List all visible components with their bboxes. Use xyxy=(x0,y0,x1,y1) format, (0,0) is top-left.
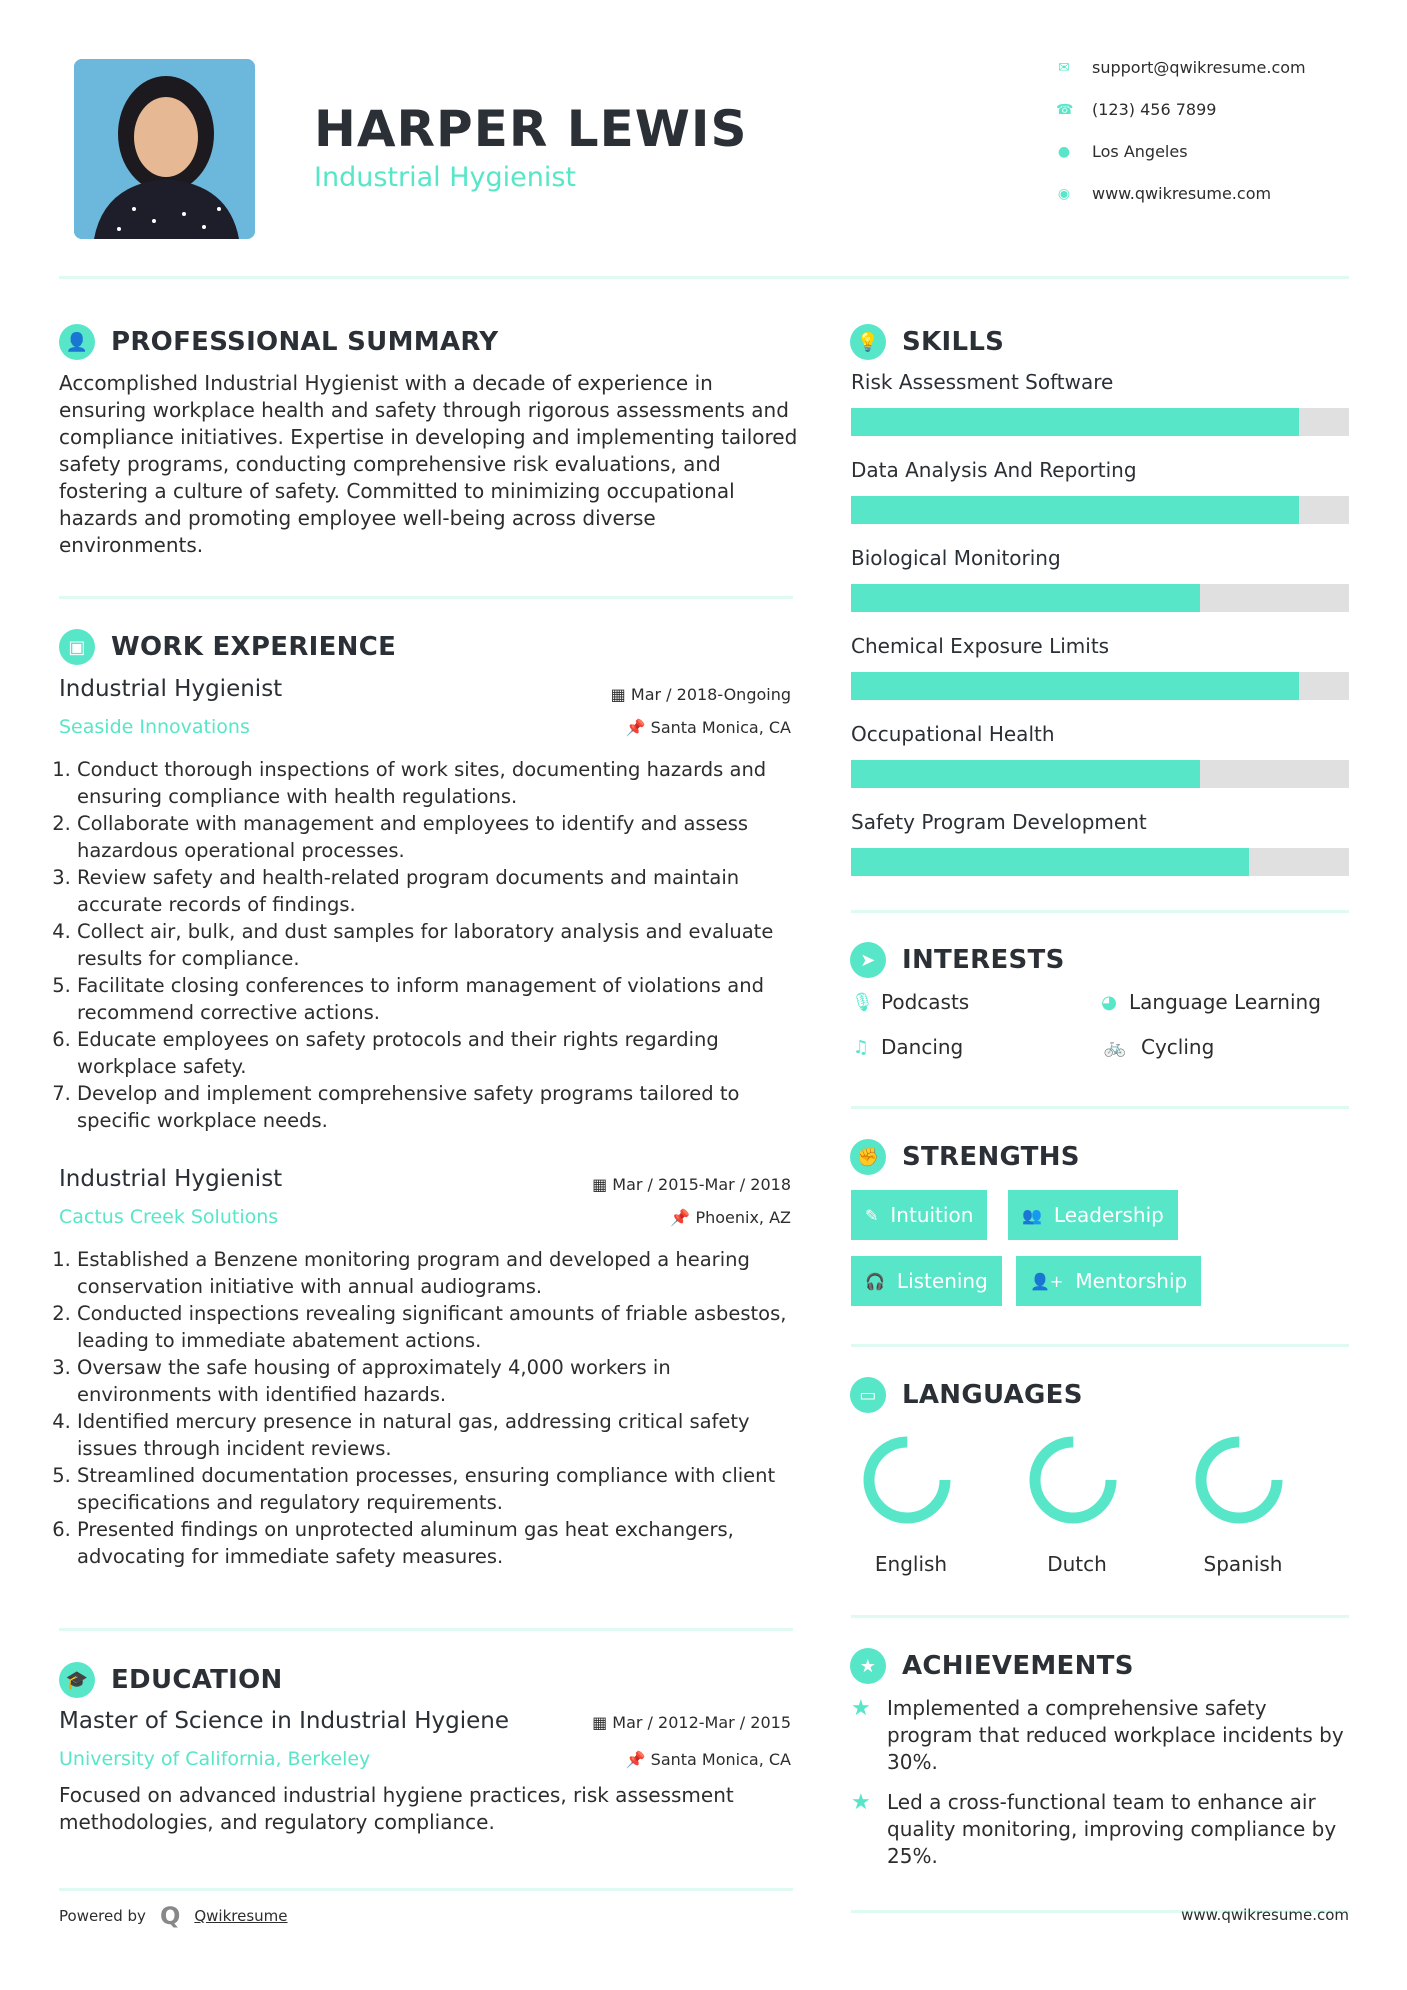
skill-label: Risk Assessment Software xyxy=(851,370,1114,394)
divider xyxy=(851,1344,1349,1347)
skill-bar-fill xyxy=(851,848,1249,876)
header-divider xyxy=(59,276,1349,279)
email-text: support@qwikresume.com xyxy=(1092,58,1306,77)
school: University of California, Berkeley xyxy=(59,1748,371,1770)
language-ring-arc xyxy=(1035,1442,1111,1518)
strength-badge: 🎧 Listening xyxy=(851,1256,1002,1306)
education-text: Focused on advanced industrial hygiene practices, risk assessment methodologies, and regulatory compliance. xyxy=(59,1783,734,1834)
list-item: 6. Educate employees on safety protocols and their rights regarding workplace safety. xyxy=(77,1026,799,1080)
language-ring xyxy=(1173,1430,1313,1530)
language-ring-arc xyxy=(1201,1442,1277,1518)
contact-email[interactable] xyxy=(1056,58,1306,77)
skills-list xyxy=(851,370,1349,898)
job-title: Industrial Hygienist xyxy=(59,676,283,702)
strengths-heading: ✊ STRENGTHS xyxy=(850,1139,1080,1175)
achievements-heading: ★ ACHIEVEMENTS xyxy=(850,1648,1134,1684)
achievement-item: ★ Implemented a comprehensive safety program that reduced workplace incidents by 30%. xyxy=(851,1696,1344,1774)
pin-icon: 📌 xyxy=(670,1208,691,1227)
users-icon: 👥 xyxy=(1022,1205,1042,1225)
lightbulb-icon: 💡 xyxy=(850,324,886,360)
list-item: 2. Conducted inspections revealing significant amounts of friable asbestos, leading to immediate abatement actions. xyxy=(77,1300,799,1354)
job-bullets xyxy=(59,1246,799,1570)
pin-icon: 📌 xyxy=(625,718,646,737)
skill-bar xyxy=(851,672,1349,700)
language-item xyxy=(841,1430,981,1576)
language-item xyxy=(1173,1430,1313,1576)
star-icon: ★ xyxy=(851,1696,871,1721)
skill-label: Chemical Exposure Limits xyxy=(851,634,1110,658)
chair-icon: ▣ xyxy=(59,629,95,665)
footer-website[interactable]: www.qwikresume.com xyxy=(1181,1906,1349,1924)
list-item: 1. Conduct thorough inspections of work sites, documenting hazards and ensuring compliance with health regulations. xyxy=(77,756,799,810)
divider xyxy=(851,910,1349,913)
envelope-icon: ✉ xyxy=(1058,59,1070,76)
skill-bar-fill xyxy=(851,760,1200,788)
contact-phone[interactable] xyxy=(1056,100,1216,119)
star-badge-icon: ★ xyxy=(850,1648,886,1684)
skills-heading: 💡 SKILLS xyxy=(850,324,1004,360)
magic-wand-icon: ✎ xyxy=(865,1205,879,1225)
education-location: 📌 Santa Monica, CA xyxy=(625,1750,791,1769)
strength-badge: 👥 Leadership xyxy=(1008,1190,1178,1240)
list-item: 5. Facilitate closing conferences to inform management of violations and recommend corrective actions. xyxy=(77,972,799,1026)
microphone-icon: 🎙 xyxy=(851,991,874,1013)
contact-location xyxy=(1056,142,1188,161)
language-label: English xyxy=(874,1552,948,1576)
headphones-icon: 🎧 xyxy=(865,1271,885,1291)
strength-badge: 👤+ Mentorship xyxy=(1016,1256,1201,1306)
profile-photo xyxy=(74,59,255,239)
interests-heading: ➤ INTERESTS xyxy=(850,942,1065,978)
degree: Master of Science in Industrial Hygiene xyxy=(59,1708,510,1734)
star-icon: ★ xyxy=(851,1790,871,1815)
phone-icon: ☎ xyxy=(1056,101,1074,118)
language-ring xyxy=(841,1430,981,1530)
globe-icon: ◉ xyxy=(1057,185,1071,202)
interest-item: ◕ Language Learning xyxy=(1099,990,1321,1014)
job-title: Industrial Hygienist xyxy=(59,1166,283,1192)
divider xyxy=(59,1888,793,1891)
interest-item: 🎙 Podcasts xyxy=(851,990,970,1014)
globe-icon: ◕ xyxy=(1101,991,1117,1013)
education-date: ▦ Mar / 2012-Mar / 2015 xyxy=(592,1713,791,1732)
skill-bar-fill xyxy=(851,496,1299,524)
language-label: Spanish xyxy=(1203,1552,1283,1576)
list-item: 4. Collect air, bulk, and dust samples for laboratory analysis and evaluate results for compliance. xyxy=(77,918,799,972)
skill-label: Safety Program Development xyxy=(851,810,1147,834)
list-item: 4. Identified mercury presence in natural gas, addressing critical safety issues through incident reviews. xyxy=(77,1408,799,1462)
website-text: www.qwikresume.com xyxy=(1092,184,1272,203)
skill-bar-fill xyxy=(851,584,1200,612)
interest-item: ♫ Dancing xyxy=(852,1035,964,1059)
skill-bar-fill xyxy=(851,672,1299,700)
music-note-icon: ♫ xyxy=(852,1036,870,1058)
job-location: 📌 Santa Monica, CA xyxy=(625,718,791,737)
divider xyxy=(59,596,793,599)
user-icon: 👤 xyxy=(59,324,95,360)
job-bullets xyxy=(59,756,799,1134)
calendar-icon: ▦ xyxy=(592,1713,608,1732)
skill-bar-fill xyxy=(851,408,1299,436)
list-item: 7. Develop and implement comprehensive safety programs tailored to specific workplace needs. xyxy=(77,1080,799,1134)
skill-bar xyxy=(851,496,1349,524)
job-date: ▦ Mar / 2015-Mar / 2018 xyxy=(592,1175,791,1194)
skill-label: Occupational Health xyxy=(851,722,1055,746)
education-heading: 🎓 EDUCATION xyxy=(59,1662,283,1698)
list-item: 5. Streamlined documentation processes, ensuring compliance with client specifications and regulatory requirements. xyxy=(77,1462,799,1516)
map-pin-icon: ● xyxy=(1057,143,1071,160)
user-plus-icon: 👤+ xyxy=(1030,1271,1064,1291)
location-text: Los Angeles xyxy=(1092,142,1188,161)
calendar-icon: ▦ xyxy=(610,685,626,704)
languages-heading: ▭ LANGUAGES xyxy=(850,1377,1083,1413)
job-location: 📌 Phoenix, AZ xyxy=(670,1208,791,1227)
divider xyxy=(851,1615,1349,1618)
skill-bar xyxy=(851,848,1349,876)
phone-text: (123) 456 7899 xyxy=(1092,100,1217,119)
calendar-icon: ▦ xyxy=(592,1175,608,1194)
list-item: 3. Review safety and health-related program documents and maintain accurate records of findings. xyxy=(77,864,799,918)
divider xyxy=(851,1106,1349,1109)
experience-heading: ▣ WORK EXPERIENCE xyxy=(59,629,396,665)
job-company: Seaside Innovations xyxy=(59,716,250,738)
bicycle-icon: 🚲 xyxy=(1103,1036,1127,1058)
list-item: 2. Collaborate with management and employees to identify and assess hazardous operational processes. xyxy=(77,810,799,864)
language-ring-arc xyxy=(869,1442,945,1518)
fist-icon: ✊ xyxy=(850,1139,886,1175)
paper-plane-icon: ➤ xyxy=(850,942,886,978)
language-item xyxy=(1007,1430,1147,1576)
candidate-title: Industrial Hygienist xyxy=(314,162,577,193)
language-label: Dutch xyxy=(1047,1552,1107,1576)
languages-list xyxy=(841,1430,1351,1576)
skill-bar xyxy=(851,408,1349,436)
id-card-icon: ▭ xyxy=(850,1377,886,1413)
skill-label: Data Analysis And Reporting xyxy=(851,458,1137,482)
language-ring xyxy=(1007,1430,1147,1530)
list-item: 3. Oversaw the safe housing of approximately 4,000 workers in environments with identified hazards. xyxy=(77,1354,799,1408)
achievement-item: ★ Led a cross-functional team to enhance air quality monitoring, improving compliance by 25%. xyxy=(851,1790,1337,1868)
interest-item: 🚲 Cycling xyxy=(1099,1035,1214,1059)
summary-text: Accomplished Industrial Hygienist with a decade of experience in ensuring workplace health and safety through rigorous assessments and compliance initiatives. Expertise in developing and implementing tailored safety programs, conducting comprehensive risk evaluations, and fostering a culture of safety. Committed to minimizing occupational hazards and promoting employee well-being across diverse environments. xyxy=(59,371,798,557)
strength-badge: ✎ Intuition xyxy=(851,1190,987,1240)
skill-label: Biological Monitoring xyxy=(851,546,1061,570)
graduate-icon: 🎓 xyxy=(59,1662,95,1698)
job-company: Cactus Creek Solutions xyxy=(59,1206,279,1228)
list-item: 6. Presented findings on unprotected aluminum gas heat exchangers, advocating for immediate safety measures. xyxy=(77,1516,799,1570)
skill-bar xyxy=(851,584,1349,612)
skill-bar xyxy=(851,760,1349,788)
powered-by: Powered by Q Qwikresume xyxy=(59,1902,288,1930)
job-date: ▦ Mar / 2018-Ongoing xyxy=(610,685,791,704)
list-item: 1. Established a Benzene monitoring program and developed a hearing conservation initiative with annual audiograms. xyxy=(77,1246,799,1300)
qwikresume-logo-icon: Q xyxy=(159,1902,181,1930)
candidate-name: HARPER LEWIS xyxy=(314,100,748,158)
contact-website[interactable] xyxy=(1056,184,1271,203)
pin-icon: 📌 xyxy=(625,1750,646,1769)
divider xyxy=(59,1628,793,1631)
summary-heading: 👤 PROFESSIONAL SUMMARY xyxy=(59,324,498,360)
brand-link[interactable]: Qwikresume xyxy=(194,1907,288,1925)
